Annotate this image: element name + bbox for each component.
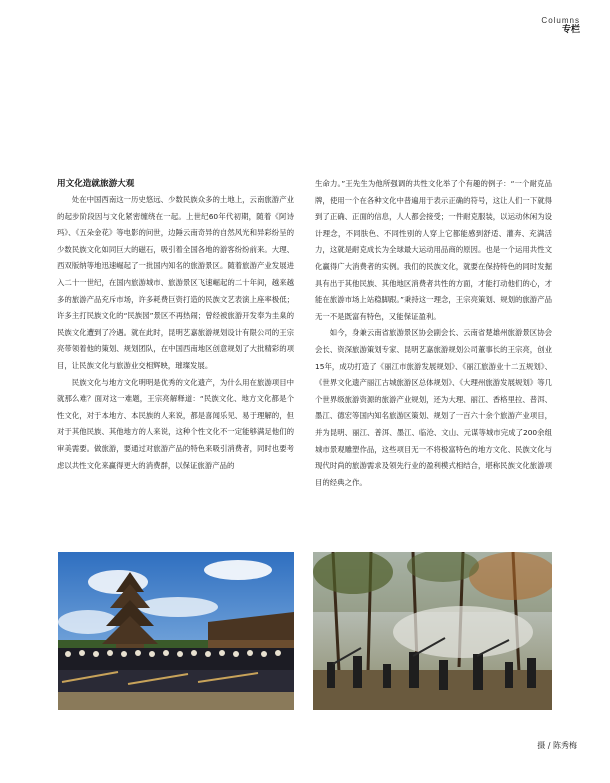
drum-tower-performance-photo — [58, 552, 294, 710]
forest-gun-ritual-photo — [313, 552, 552, 710]
article-paragraph: 处在中国西南这一历史悠远、少数民族众多的土地上，云南旅游产业的起步阶段因与文化紧密缠绕在一起。上世纪60年代初期，随着《阿诗玛》、《五朵金花》等电影的问世，边陲云南奇异的自然风光和异彩纷呈的少数民族文化如同巨大的磁石，吸引着全国各地的游客纷纷前来。大理、西双版纳等地迅速崛起了一批国内知名的旅游景区。随着旅游产业发展进入二十一世纪，在国内旅游城市、旅游景区飞速崛起的二十年间，越来越多的旅游产品充斥市场，许多耗费巨资打造的民族文艺表演上座率极低；许多主打民族文化的“民族园”景区不再热闹；曾经被旅游开发奉为圭臬的民族文化遭到了冷遇。就在此时，昆明艺嘉旅游规划设计有限公司的王宗亮带领着他的策划、规划团队，在中国西南地区创意规划了大批精彩的项目，让民族文化与旅游业交相辉映，璀璨发展。 — [57, 195, 294, 370]
column-header — [541, 16, 580, 36]
article-heading: 用文化造就旅游大观 — [57, 179, 135, 189]
article-column-right — [315, 176, 552, 491]
column-header-zh: 专栏 — [561, 25, 580, 36]
photo-credit: 摄 / 陈秀梅 — [537, 741, 577, 750]
article-paragraph: 生命力。”王先生为他所强调的共性文化举了个有趣的例子：“一个耐克品牌，使用一个在各种文化中普遍用于表示正确的符号，这让人们一下就得到了正确、正面的信息，人人都会接受；一件耐克服装，以运动休闲为设计理念，不同肤色、不同性别的人穿上它都能感到舒适、灌奔、充满活力，这就是耐克成长为全球最大运动用品商的原因。也是一个运用共性文化赢得广大消费者的实例。我们的民族文化，就要在保持特色的同时发掘具有出于其他民族、其他地区消费者共性的方面，才能打动他们的心，才能在旅游市场上站稳脚跟。”秉持这一理念，王宗亮策划、规划的旅游产品无一不是既富有特色，又能保证盈利。 — [315, 179, 552, 321]
column-header-en: Columns — [541, 16, 580, 25]
article-paragraph: 如今，身兼云南省旅游景区协会副会长、云南省楚雄州旅游景区协会会长、资深旅游策划专家、昆明艺嘉旅游规划公司董事长的王宗亮，创业15年，成功打造了《丽江市旅游发展规划》、《丽江旅游业十二五规划》、《世界文化遗产丽江古城旅游区总体规划》、《大理州旅游发展规划》等几个世界级旅游资源的旅游产业规划，还为大理、丽江、香格里拉、普洱、墨江、德宏等国内知名旅游区策划、规划了一百六十余个旅游产业项目，并为昆明、丽江、普洱、墨江、临沧、文山、元谋等城市完成了200余组城市景观雕塑作品，这些项目无一不将极富特色的地方文化、民族文化与现代时尚的旅游需求及领先行业的盈利模式相结合，堪称民族文化旅游项目的经典之作。 — [315, 328, 552, 487]
article-column-left — [57, 176, 294, 474]
article-paragraph: 民族文化与地方文化明明是优秀的文化遗产，为什么用在旅游项目中就那么难？面对这一难题，王宗亮解释道：“民族文化、地方文化都是个性文化，对于本地方、本民族的人来说，都是喜闻乐见、易于理解的，但对于其他民族、其他地方的人来说，这种个性文化不一定能够满足他们的审美需要。做旅游，要通过对旅游产品的特色来吸引消费者，同时也要考虑以共性文化来赢得更大的消费群，以保证旅游产品的 — [57, 377, 294, 470]
